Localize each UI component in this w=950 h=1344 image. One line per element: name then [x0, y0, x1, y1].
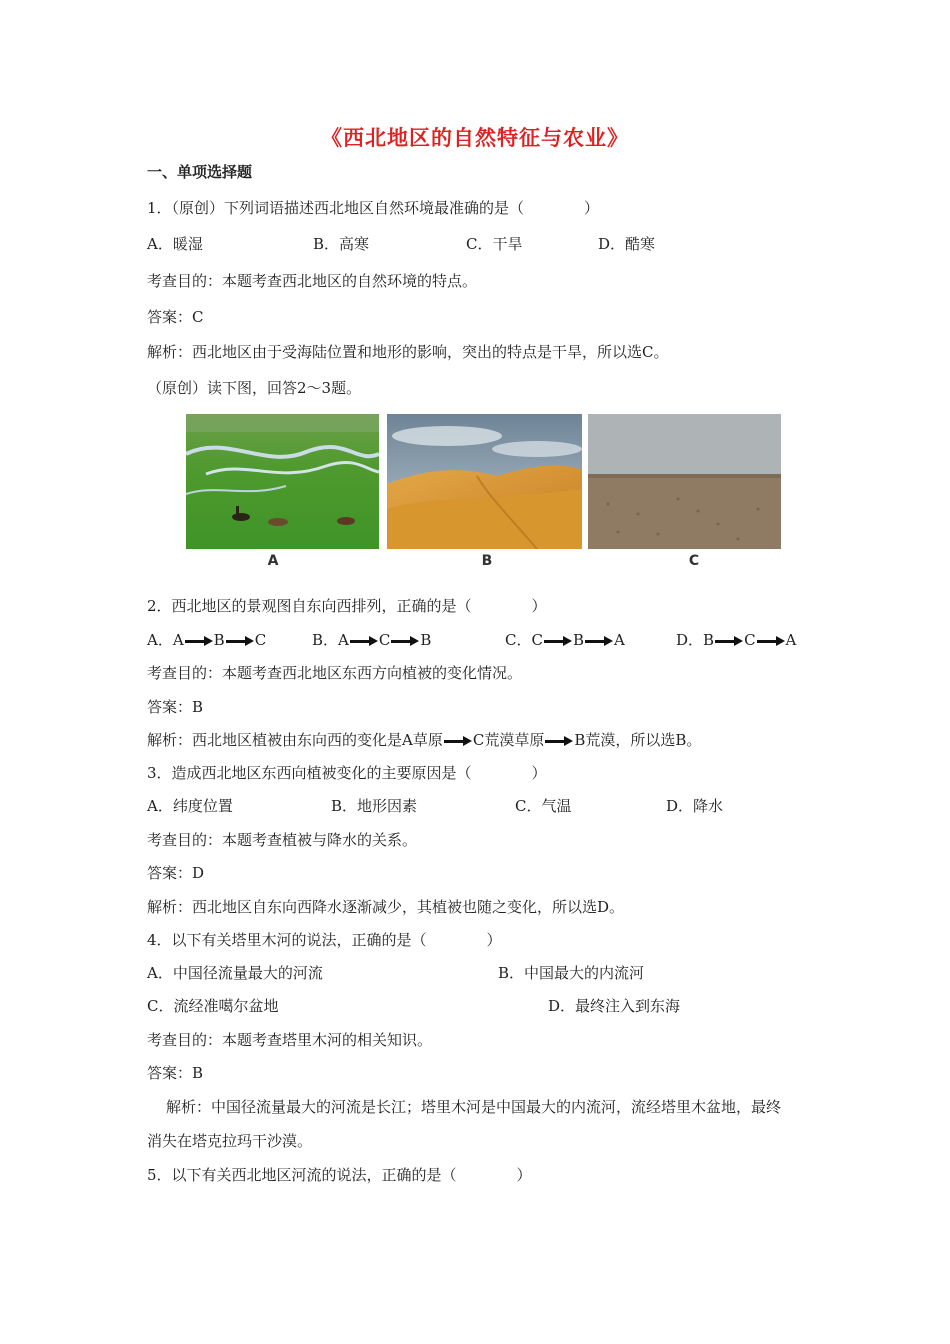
q2-option-d-mid: C [744, 631, 756, 649]
q2-stem: 2．西北地区的景观图自东向西排列，正确的是（ ） [147, 597, 547, 615]
q1-analysis: 解析：西北地区由于受海陆位置和地形的影响，突出的特点是干旱，所以选C。 [147, 343, 669, 361]
q4-option-c: C．流经准噶尔盆地 [147, 997, 279, 1015]
q3-option-c: C．气温 [515, 797, 572, 815]
q4-stem: 4．以下有关塔里木河的说法，正确的是（ ） [147, 931, 502, 949]
section-heading: 一、单项选择题 [147, 163, 253, 181]
q4-analysis-line2: 消失在塔克拉玛干沙漠。 [147, 1132, 313, 1150]
arrow-right-icon [715, 636, 743, 646]
q4-answer: 答案：B [147, 1064, 204, 1082]
arrow-right-icon [757, 636, 785, 646]
figure-caption-a: A [267, 553, 279, 569]
q2-option-c-mid: B [572, 631, 584, 649]
arrow-right-icon [585, 636, 613, 646]
q2-option-b-end: B [420, 631, 432, 649]
q2-analysis-part2: C荒漠草原 [472, 731, 545, 749]
q2-option-d-end: A [785, 631, 797, 649]
photo-desert [387, 414, 582, 549]
q1-option-d: D．酷寒 [598, 235, 656, 253]
q3-stem: 3．造成西北地区东西向植被变化的主要原因是（ ） [147, 764, 547, 782]
q1-purpose: 考查目的：本题考查西北地区的自然环境的特点。 [147, 272, 478, 290]
q3-answer: 答案：D [147, 864, 205, 882]
q2-option-c [505, 630, 625, 650]
figure-caption-b: B [481, 553, 493, 569]
q5-stem: 5．以下有关西北地区河流的说法，正确的是（ ） [147, 1166, 532, 1184]
q2-option-a-start: A．A [147, 631, 184, 649]
q2-option-d-start: D．B [676, 631, 715, 649]
arrow-right-icon [350, 636, 378, 646]
q4-purpose: 考查目的：本题考查塔里木河的相关知识。 [147, 1031, 433, 1049]
q3-option-a: A．纬度位置 [147, 797, 233, 815]
q1-option-b: B．高寒 [313, 235, 370, 253]
q2-analysis-part1: 解析：西北地区植被由东向西的变化是A草原 [147, 731, 443, 749]
q2-option-a [147, 630, 266, 650]
q2-purpose: 考查目的：本题考查西北地区东西方向植被的变化情况。 [147, 664, 523, 682]
q2-option-d [676, 630, 796, 650]
q2-option-a-mid: B [213, 631, 225, 649]
q1-stem: 1．（原创）下列词语描述西北地区自然环境最准确的是（ ） [147, 199, 600, 217]
q4-analysis-line1: 解析：中国径流量最大的河流是长江；塔里木河是中国最大的内流河，流经塔里木盆地，最终 [166, 1098, 782, 1116]
figure-caption-c: C [688, 553, 700, 569]
page-title: 《西北地区的自然特征与农业》 [321, 125, 629, 150]
photo-desert-steppe [588, 414, 781, 549]
arrow-right-icon [226, 636, 254, 646]
q3-purpose: 考查目的：本题考查植被与降水的关系。 [147, 831, 418, 849]
q1-option-c: C．干旱 [466, 235, 523, 253]
q1-option-a: A．暖湿 [147, 235, 203, 253]
q3-option-b: B．地形因素 [331, 797, 418, 815]
q2-option-c-start: C．C [505, 631, 543, 649]
q1-answer: 答案：C [147, 308, 204, 326]
arrow-right-icon [545, 736, 573, 746]
q4-option-a: A．中国径流量最大的河流 [147, 964, 323, 982]
q2-analysis-part3: B荒漠，所以选B。 [574, 731, 702, 749]
q4-option-d: D．最终注入到东海 [548, 997, 681, 1015]
q3-option-d: D．降水 [666, 797, 724, 815]
q2-option-a-end: C [254, 631, 267, 649]
q2-option-b [312, 630, 431, 650]
arrow-right-icon [544, 636, 572, 646]
q4-option-b: B．中国最大的内流河 [498, 964, 645, 982]
q2-option-b-mid: C [378, 631, 391, 649]
q2-option-b-start: B．A [312, 631, 349, 649]
q2-option-c-end: A [614, 631, 625, 649]
q3-analysis: 解析：西北地区自东向西降水逐渐减少，其植被也随之变化，所以选D。 [147, 898, 625, 916]
figure-intro: （原创）读下图，回答2～3题。 [147, 379, 362, 397]
arrow-right-icon [444, 736, 472, 746]
q2-analysis [147, 730, 701, 750]
q2-answer: 答案：B [147, 698, 204, 716]
arrow-right-icon [391, 636, 419, 646]
photo-grassland [186, 414, 379, 549]
arrow-right-icon [185, 636, 213, 646]
